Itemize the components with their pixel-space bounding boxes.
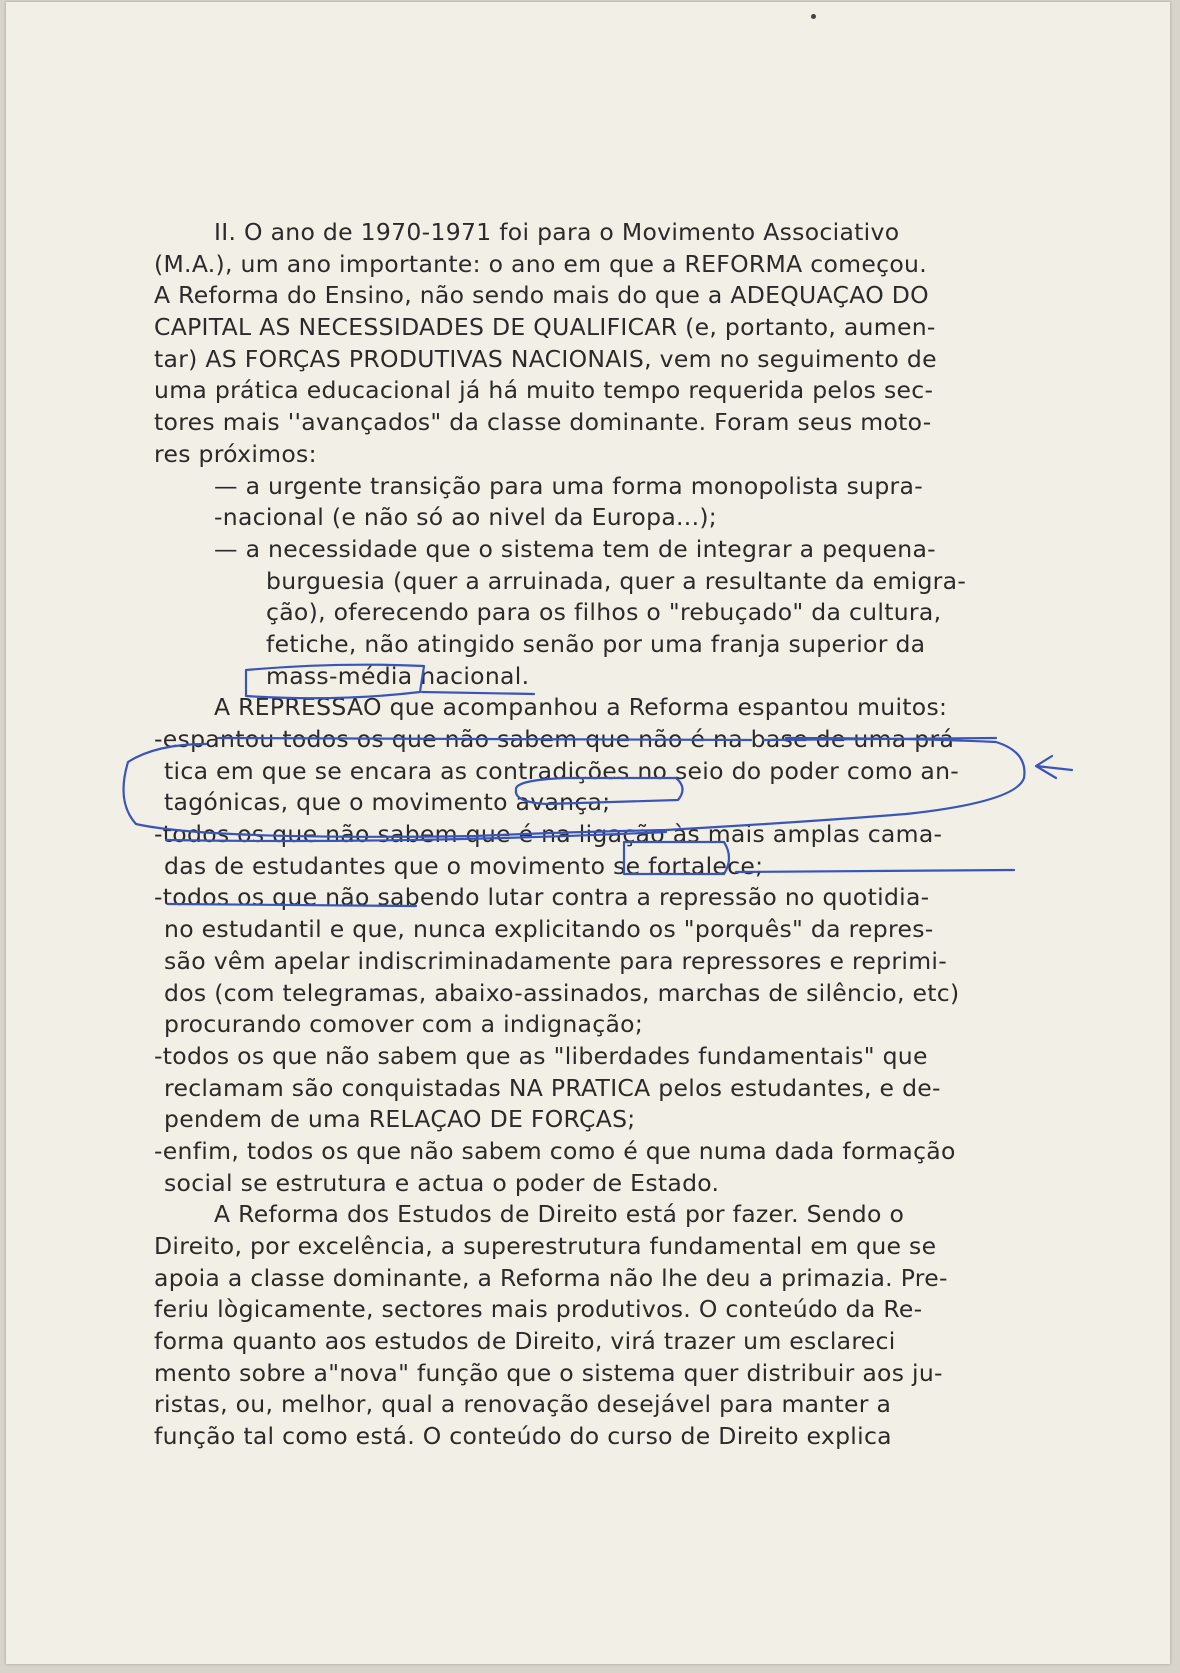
text-line: tores mais ''avançados" da classe dominante. Foram seus moto- — [154, 408, 932, 437]
text-line: tagónicas, que o movimento avança; — [164, 788, 611, 817]
text-line: função tal como está. O conteúdo do curso de Direito explica — [154, 1422, 892, 1451]
text-line: forma quanto aos estudos de Direito, virá trazer um esclareci — [154, 1327, 896, 1356]
text-line: -espantou todos os que não sabem que não é na base de uma prá- — [154, 725, 963, 753]
document-page — [6, 2, 1170, 1664]
text-line: ristas, ou, melhor, qual a renovação desejável para manter a — [154, 1390, 892, 1419]
text-line: Direito, por excelência, a superestrutura fundamental em que se — [154, 1232, 937, 1260]
text-line: -enfim, todos os que não sabem como é que numa dada formação — [154, 1136, 956, 1165]
ink-dot — [811, 14, 816, 19]
text-line: -todos os que não sabendo lutar contra a repressão no quotidia- — [154, 883, 930, 912]
text-line: tica em que se encara as contradições no seio do poder como an- — [164, 756, 960, 785]
text-line: reclamam são conquistadas NA PRATICA pelos estudantes, e de- — [164, 1073, 941, 1102]
text-line: pendem de uma RELAÇAO DE FORÇAS; — [164, 1105, 636, 1134]
text-line: ção), oferecendo para os filhos o "rebuçado" da cultura, — [266, 598, 942, 627]
text-line: -todos os que não sabem que as "liberdades fundamentais" que — [154, 1041, 928, 1070]
text-line: das de estudantes que o movimento se fortalece; — [164, 851, 764, 880]
document-body — [154, 217, 1034, 1453]
text-line: procurando comover com a indignação; — [164, 1010, 644, 1039]
text-line: A REPRESSAO que acompanhou a Reforma espantou muitos: — [214, 693, 948, 722]
text-line: A Reforma dos Estudos de Direito está por fazer. Sendo o — [214, 1200, 905, 1229]
text-line: são vêm apelar indiscriminadamente para repressores e reprimi- — [164, 946, 947, 975]
text-line: uma prática educacional já há muito tempo requerida pelos sec- — [154, 376, 934, 405]
text-line: social se estrutura e actua o poder de Estado. — [164, 1168, 720, 1197]
text-line: — a necessidade que o sistema tem de integrar a pequena- — [214, 534, 936, 563]
text-line: -todos os que não sabem que é na ligação às mais amplas cama- — [154, 820, 943, 849]
text-line: (M.A.), um ano importante: o ano em que a REFORMA começou. — [154, 249, 927, 278]
text-line: CAPITAL AS NECESSIDADES DE QUALIFICAR (e, portanto, aumen- — [154, 313, 936, 342]
text-line: burguesia (quer a arruinada, quer a resultante da emigra- — [266, 566, 967, 595]
text-line: no estudantil e que, nunca explicitando os "porquês" da repres- — [164, 915, 934, 944]
text-line: res próximos: — [154, 439, 317, 468]
text-line: mento sobre a"nova" função que o sistema quer distribuir aos ju- — [154, 1358, 943, 1387]
arrow-right — [1036, 756, 1072, 778]
text-line: A Reforma do Ensino, não sendo mais do que a ADEQUAÇAO DO — [154, 281, 929, 310]
text-line: fetiche, não atingido senão por uma franja superior da — [266, 629, 926, 658]
text-line: -nacional (e não só ao nivel da Europa...); — [214, 503, 718, 532]
text-line: II. O ano de 1970-1971 foi para o Movimento Associativo — [214, 218, 900, 246]
text-line: mass-média nacional. — [266, 661, 530, 690]
text-line: tar) AS FORÇAS PRODUTIVAS NACIONAIS, vem no seguimento de — [154, 344, 937, 373]
text-line: apoia a classe dominante, a Reforma não lhe deu a primazia. Pre- — [154, 1263, 948, 1292]
text-line: feriu lògicamente, sectores mais produtivos. O conteúdo da Re- — [154, 1295, 923, 1324]
text-line: dos (com telegramas, abaixo-assinados, marchas de silêncio, etc) — [164, 978, 960, 1007]
text-line: — a urgente transição para uma forma monopolista supra- — [214, 471, 923, 500]
